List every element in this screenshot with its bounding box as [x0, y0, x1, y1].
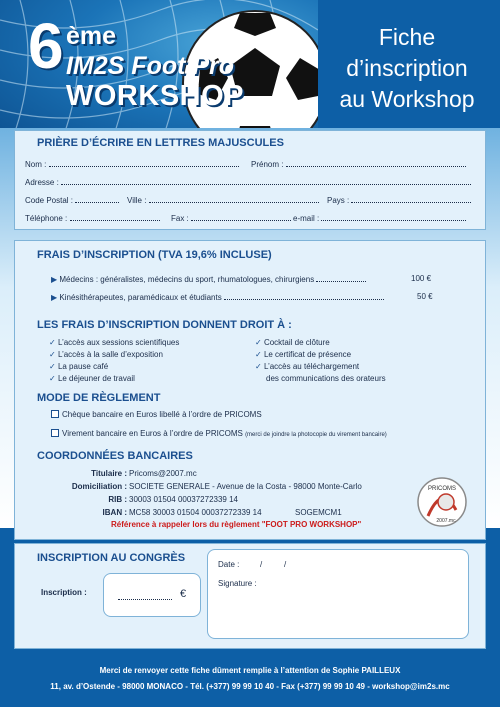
- fee-item: [51, 274, 366, 284]
- code-postal-row: [25, 195, 119, 205]
- fees-heading: FRAIS D’INSCRIPTION (TVA 19,6% INCLUSE): [37, 249, 272, 261]
- fee-label: Médecins : généralistes, médecins du sport, rhumatologues, chirurgiens: [59, 275, 315, 284]
- right-label: Le certificat de présence: [263, 350, 352, 359]
- email-label: e-mail :: [293, 214, 320, 223]
- right-label: L’accès au téléchargement: [263, 362, 360, 371]
- date-separator: /: [260, 560, 263, 569]
- pays-field[interactable]: [351, 195, 471, 203]
- bic-value: SOGEMCM1: [295, 508, 342, 517]
- right-item: [255, 350, 351, 359]
- event-name: IM2S Foot Pro: [66, 52, 235, 80]
- inscription-amount-box[interactable]: [103, 573, 201, 617]
- nom-row: [25, 159, 239, 169]
- payment-reference: Référence à rappeler lors du règlement "FOOT PRO WORKSHOP": [111, 520, 362, 529]
- checkmark-icon: ✓: [49, 374, 56, 383]
- logo-year: 2007.mc: [436, 518, 456, 524]
- right-label: Le déjeuner de travail: [57, 374, 135, 383]
- right-item: [49, 362, 108, 371]
- triangle-bullet-icon: ▶: [51, 275, 58, 284]
- signature-label: Signature :: [218, 579, 257, 588]
- checkmark-icon: ✓: [255, 350, 262, 359]
- currency-symbol: €: [180, 588, 187, 600]
- fee-leader: [316, 274, 366, 282]
- telephone-field[interactable]: [70, 213, 160, 221]
- form-title-line: au Workshop: [339, 86, 475, 112]
- payment-option-virement: [51, 429, 387, 438]
- adresse-row: [25, 177, 471, 187]
- footer-instruction: Merci de renvoyer cette fiche dûment remplie à l’attention de Sophie PAILLEUX: [99, 666, 401, 675]
- right-item: [49, 374, 135, 383]
- iban-label: IBAN :: [102, 508, 127, 517]
- right-item: [255, 338, 330, 347]
- fee-item: [51, 292, 384, 302]
- fee-price: 50 €: [417, 292, 433, 301]
- rib-label: RIB :: [108, 495, 127, 504]
- adresse-field[interactable]: [61, 177, 471, 185]
- right-label: La pause café: [57, 362, 109, 371]
- nom-label: Nom :: [25, 160, 47, 169]
- domiciliation-value: SOCIETE GENERALE - Avenue de la Costa - 98000 Monte-Carlo: [129, 482, 362, 491]
- payment-option-cheque: [51, 410, 262, 419]
- triangle-bullet-icon: ▶: [51, 293, 58, 302]
- virement-note: (merci de joindre la photocopie du virement bancaire): [245, 432, 387, 438]
- payment-heading: MODE DE RÈGLEMENT: [37, 392, 161, 404]
- inscription-label: Inscription :: [41, 588, 87, 597]
- checkmark-icon: ✓: [255, 362, 262, 371]
- fax-label: Fax :: [171, 214, 189, 223]
- right-label: L’accès à la salle d’exposition: [57, 350, 163, 359]
- checkmark-icon: ✓: [255, 338, 262, 347]
- pays-row: [327, 195, 471, 205]
- virement-checkbox[interactable]: [51, 429, 59, 437]
- date-separator: /: [284, 560, 287, 569]
- right-item-continued: des communications des orateurs: [266, 374, 386, 383]
- checkmark-icon: ✓: [49, 362, 56, 371]
- bank-heading: COORDONNÉES BANCAIRES: [37, 450, 193, 462]
- identity-section: [14, 130, 486, 230]
- adresse-label: Adresse :: [25, 178, 59, 187]
- code-postal-field[interactable]: [75, 195, 119, 203]
- pays-label: Pays :: [327, 196, 350, 205]
- cheque-checkbox[interactable]: [51, 410, 59, 418]
- telephone-label: Téléphone :: [25, 214, 68, 223]
- virement-label: Virement bancaire en Euros à l’ordre de PRICOMS: [62, 429, 243, 438]
- edition-suffix: ème: [66, 22, 117, 50]
- identity-heading: PRIÈRE D’ÉCRIRE EN LETTRES MAJUSCULES: [37, 137, 284, 149]
- iban-value: MC58 30003 01504 00037272339 14: [129, 508, 262, 517]
- pricoms-logo-icon: [416, 476, 468, 528]
- congress-heading: INSCRIPTION AU CONGRÈS: [37, 552, 186, 564]
- titulaire-value: Pricoms@2007.mc: [129, 469, 197, 478]
- nom-field[interactable]: [49, 159, 239, 167]
- congress-section: [14, 543, 486, 649]
- right-item: [49, 338, 179, 347]
- right-label: L’accès aux sessions scientifiques: [57, 338, 180, 347]
- rights-heading: LES FRAIS D’INSCRIPTION DONNENT DROIT À :: [37, 319, 292, 331]
- form-title-line: d’inscription: [346, 55, 468, 81]
- fax-field[interactable]: [191, 213, 291, 221]
- email-field[interactable]: [321, 213, 466, 221]
- logo-name: PRICOMS: [427, 486, 457, 492]
- rib-value: 30003 01504 00037272339 14: [129, 495, 238, 504]
- date-label: Date :: [218, 560, 240, 569]
- telephone-row: [25, 213, 160, 223]
- event-workshop: WORKSHOP: [66, 80, 244, 112]
- email-row: [293, 213, 466, 223]
- date-signature-box[interactable]: [207, 549, 469, 639]
- form-title: [322, 22, 492, 115]
- titulaire-label: Titulaire :: [91, 469, 127, 478]
- domiciliation-label: Domiciliation :: [71, 482, 127, 491]
- ville-label: Ville :: [127, 196, 147, 205]
- right-item: [49, 350, 163, 359]
- right-item: [255, 362, 359, 371]
- ville-row: [127, 195, 319, 205]
- edition-number: 6: [28, 10, 64, 82]
- code-postal-label: Code Postal :: [25, 196, 74, 205]
- right-label: Cocktail de clôture: [263, 338, 330, 347]
- cheque-label: Chèque bancaire en Euros libellé à l’ordre de PRICOMS: [62, 410, 262, 419]
- ville-field[interactable]: [149, 195, 319, 203]
- fee-price: 100 €: [411, 274, 432, 283]
- prenom-field[interactable]: [286, 159, 466, 167]
- prenom-label: Prénom :: [251, 160, 284, 169]
- checkmark-icon: ✓: [49, 338, 56, 347]
- inscription-amount-field[interactable]: [118, 592, 172, 600]
- fax-row: [171, 213, 291, 223]
- prenom-row: [251, 159, 466, 169]
- form-title-line: Fiche: [378, 24, 436, 50]
- footer-contact: 11, av. d’Ostende - 98000 MONACO - Tél. (+377) 99 99 10 40 - Fax (+377) 99 99 10 49 - workshop@im2s.mc: [50, 682, 450, 691]
- fee-leader: [224, 292, 384, 300]
- fee-label: Kinésithérapeutes, paramédicaux et étudiants: [59, 293, 222, 302]
- checkmark-icon: ✓: [49, 350, 56, 359]
